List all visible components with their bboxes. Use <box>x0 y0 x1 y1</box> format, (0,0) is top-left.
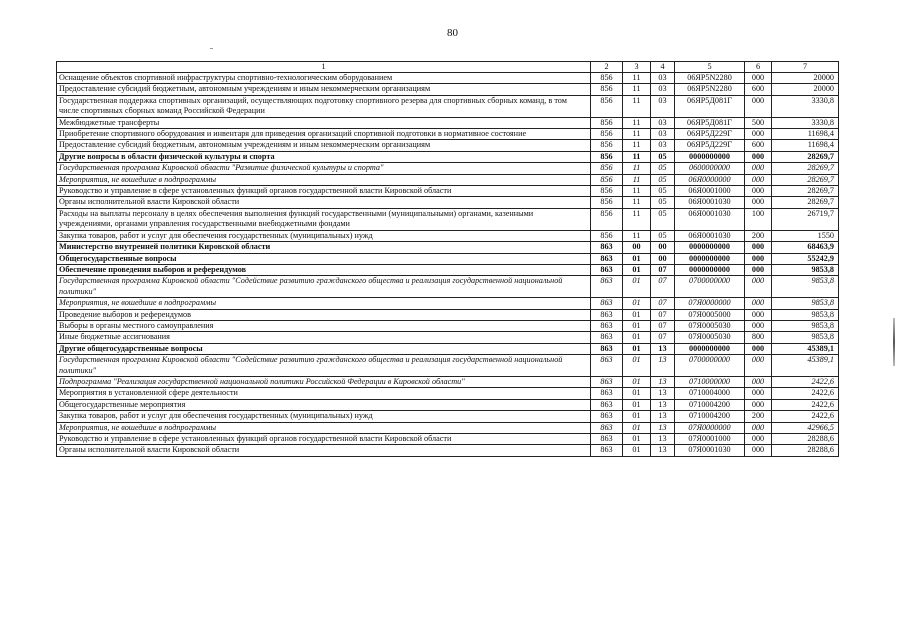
section-code-cell: 01 <box>623 343 651 354</box>
target-article-code-cell: 0000000000 <box>675 253 745 264</box>
table-row <box>57 151 839 162</box>
section-code-cell: 01 <box>623 253 651 264</box>
amount-cell: 2422,6 <box>772 399 839 410</box>
table-row <box>57 140 839 151</box>
ministry-code-cell: 863 <box>591 445 623 456</box>
column-header: 6 <box>745 62 772 73</box>
amount-cell: 28269,7 <box>772 197 839 208</box>
ministry-code-cell: 863 <box>591 388 623 399</box>
ministry-code-cell: 856 <box>591 95 623 117</box>
subsection-code-cell: 07 <box>651 309 675 320</box>
row-name-cell: Расходы на выплаты персоналу в целях обеспечения выполнения функций государственными (муниципальными) органами, казенными учреждениями, органами управления государственными внебюджетными фондами <box>57 208 591 230</box>
expense-type-code-cell: 000 <box>745 186 772 197</box>
subsection-code-cell: 03 <box>651 129 675 140</box>
table-row <box>57 129 839 140</box>
amount-cell: 20000 <box>772 84 839 95</box>
subsection-code-cell: 13 <box>651 399 675 410</box>
section-code-cell: 01 <box>623 376 651 387</box>
table-row <box>57 95 839 117</box>
ministry-code-cell: 863 <box>591 332 623 343</box>
row-name-cell: Мероприятия, не вошедшие в подпрограммы <box>57 422 591 433</box>
expense-type-code-cell: 000 <box>745 129 772 140</box>
subsection-code-cell: 03 <box>651 117 675 128</box>
target-article-code-cell: 07Я0001000 <box>675 434 745 445</box>
expense-type-code-cell: 000 <box>745 163 772 174</box>
amount-cell: 11698,4 <box>772 140 839 151</box>
amount-cell: 45389,1 <box>772 355 839 377</box>
row-name-cell: Государственная программа Кировской области "Содействие развитию гражданского общества и реализация государственной национальной политики" <box>57 276 591 298</box>
expense-type-code-cell: 000 <box>745 151 772 162</box>
amount-cell: 28288,6 <box>772 434 839 445</box>
section-code-cell: 01 <box>623 422 651 433</box>
section-code-cell: 11 <box>623 117 651 128</box>
page-number: 80 <box>447 27 458 39</box>
target-article-code-cell: 0700000000 <box>675 355 745 377</box>
ministry-code-cell: 856 <box>591 208 623 230</box>
section-code-cell: 01 <box>623 399 651 410</box>
ministry-code-cell: 856 <box>591 129 623 140</box>
table-row <box>57 73 839 84</box>
table-row <box>57 320 839 331</box>
subsection-code-cell: 13 <box>651 445 675 456</box>
row-name-cell: Выборы в органы местного самоуправления <box>57 320 591 331</box>
amount-cell: 9853,8 <box>772 276 839 298</box>
subsection-code-cell: 03 <box>651 95 675 117</box>
table-row <box>57 242 839 253</box>
subsection-code-cell: 03 <box>651 140 675 151</box>
subsection-code-cell: 00 <box>651 253 675 264</box>
amount-cell: 2422,6 <box>772 411 839 422</box>
scan-artifact <box>210 48 213 49</box>
row-name-cell: Мероприятия, не вошедшие в подпрограммы <box>57 298 591 309</box>
column-header: 4 <box>651 62 675 73</box>
amount-cell: 11698,4 <box>772 129 839 140</box>
section-code-cell: 11 <box>623 95 651 117</box>
table-row <box>57 186 839 197</box>
row-name-cell: Подпрограмма "Реализация государственной национальной политики Российской Федерации в Кировской области" <box>57 376 591 387</box>
amount-cell: 2422,6 <box>772 388 839 399</box>
row-name-cell: Государственная поддержка спортивных организаций, осуществляющих подготовку спортивного резерва для спортивных сборных команд, в том числе спортивных сборных команд Российской Федерации <box>57 95 591 117</box>
section-code-cell: 01 <box>623 355 651 377</box>
row-name-cell: Иные бюджетные ассигнования <box>57 332 591 343</box>
expense-type-code-cell: 000 <box>745 253 772 264</box>
expense-type-code-cell: 000 <box>745 264 772 275</box>
target-article-code-cell: 0000000000 <box>675 264 745 275</box>
amount-cell: 28288,6 <box>772 445 839 456</box>
table-row <box>57 208 839 230</box>
section-code-cell: 01 <box>623 434 651 445</box>
ministry-code-cell: 863 <box>591 422 623 433</box>
subsection-code-cell: 00 <box>651 242 675 253</box>
table-row <box>57 309 839 320</box>
subsection-code-cell: 03 <box>651 73 675 84</box>
row-name-cell: Общегосударственные мероприятия <box>57 399 591 410</box>
section-code-cell: 11 <box>623 163 651 174</box>
section-code-cell: 01 <box>623 264 651 275</box>
amount-cell: 2422,6 <box>772 376 839 387</box>
row-name-cell: Предоставление субсидий бюджетным, автономным учреждениям и иным некоммерческим организациям <box>57 140 591 151</box>
table-row <box>57 230 839 241</box>
subsection-code-cell: 03 <box>651 84 675 95</box>
table-row <box>57 355 839 377</box>
table-row <box>57 422 839 433</box>
subsection-code-cell: 05 <box>651 163 675 174</box>
table-row <box>57 445 839 456</box>
table-row <box>57 197 839 208</box>
ministry-code-cell: 863 <box>591 242 623 253</box>
ministry-code-cell: 863 <box>591 320 623 331</box>
table-row <box>57 174 839 185</box>
section-code-cell: 01 <box>623 332 651 343</box>
expense-type-code-cell: 600 <box>745 140 772 151</box>
expense-type-code-cell: 000 <box>745 343 772 354</box>
ministry-code-cell: 856 <box>591 151 623 162</box>
row-name-cell: Мероприятия в установленной сфере деятельности <box>57 388 591 399</box>
ministry-code-cell: 863 <box>591 298 623 309</box>
row-name-cell: Мероприятия, не вошедшие в подпрограммы <box>57 174 591 185</box>
target-article-code-cell: 07Я0005030 <box>675 320 745 331</box>
target-article-code-cell: 0710000000 <box>675 376 745 387</box>
expense-type-code-cell: 000 <box>745 388 772 399</box>
row-name-cell: Проведение выборов и референдумов <box>57 309 591 320</box>
subsection-code-cell: 07 <box>651 276 675 298</box>
row-name-cell: Обеспечение проведения выборов и референдумов <box>57 264 591 275</box>
row-name-cell: Государственная программа Кировской области "Содействие развитию гражданского общества и реализация государственной национальной политики" <box>57 355 591 377</box>
target-article-code-cell: 07Я0000000 <box>675 422 745 433</box>
target-article-code-cell: 06Я0001030 <box>675 197 745 208</box>
column-header: 3 <box>623 62 651 73</box>
table-row <box>57 276 839 298</box>
subsection-code-cell: 05 <box>651 208 675 230</box>
amount-cell: 9853,8 <box>772 264 839 275</box>
subsection-code-cell: 05 <box>651 186 675 197</box>
row-name-cell: Государственная программа Кировской области "Развитие физической культуры и спорта" <box>57 163 591 174</box>
table-row <box>57 399 839 410</box>
ministry-code-cell: 856 <box>591 186 623 197</box>
amount-cell: 9853,8 <box>772 332 839 343</box>
row-name-cell: Органы исполнительной власти Кировской области <box>57 445 591 456</box>
scan-artifact <box>893 318 895 366</box>
table-body <box>57 73 839 457</box>
row-name-cell: Предоставление субсидий бюджетным, автономным учреждениям и иным некоммерческим организациям <box>57 84 591 95</box>
amount-cell: 9853,8 <box>772 298 839 309</box>
target-article-code-cell: 07Я0000000 <box>675 298 745 309</box>
row-name-cell: Другие вопросы в области физической культуры и спорта <box>57 151 591 162</box>
section-code-cell: 11 <box>623 174 651 185</box>
ministry-code-cell: 863 <box>591 434 623 445</box>
amount-cell: 28269,7 <box>772 151 839 162</box>
amount-cell: 45389,1 <box>772 343 839 354</box>
ministry-code-cell: 856 <box>591 174 623 185</box>
row-name-cell: Министерство внутренней политики Кировской области <box>57 242 591 253</box>
expense-type-code-cell: 000 <box>745 309 772 320</box>
target-article-code-cell: 0700000000 <box>675 276 745 298</box>
row-name-cell: Руководство и управление в сфере установленных функций органов государственной власти Кировской области <box>57 434 591 445</box>
subsection-code-cell: 13 <box>651 355 675 377</box>
row-name-cell: Приобретение спортивного оборудования и инвентаря для приведения организаций спортивной подготовки в нормативное состояние <box>57 129 591 140</box>
target-article-code-cell: 06ЯР5Д229Г <box>675 140 745 151</box>
expense-type-code-cell: 000 <box>745 399 772 410</box>
row-name-cell: Руководство и управление в сфере установленных функций органов государственной власти Кировской области <box>57 186 591 197</box>
table-row <box>57 411 839 422</box>
amount-cell: 28269,7 <box>772 163 839 174</box>
expense-type-code-cell: 000 <box>745 376 772 387</box>
ministry-code-cell: 856 <box>591 140 623 151</box>
row-name-cell: Общегосударственные вопросы <box>57 253 591 264</box>
table-header <box>57 62 839 73</box>
table-row <box>57 117 839 128</box>
section-code-cell: 01 <box>623 298 651 309</box>
table-row <box>57 84 839 95</box>
target-article-code-cell: 0000000000 <box>675 343 745 354</box>
expense-type-code-cell: 000 <box>745 174 772 185</box>
target-article-code-cell: 0000000000 <box>675 151 745 162</box>
expense-type-code-cell: 000 <box>745 422 772 433</box>
column-header: 2 <box>591 62 623 73</box>
section-code-cell: 11 <box>623 197 651 208</box>
subsection-code-cell: 07 <box>651 264 675 275</box>
expense-type-code-cell: 100 <box>745 208 772 230</box>
header-row <box>57 62 839 73</box>
row-name-cell: Оснащение объектов спортивной инфраструктуры спортивно-технологическим оборудованием <box>57 73 591 84</box>
budget-table <box>56 61 839 457</box>
target-article-code-cell: 0710004200 <box>675 399 745 410</box>
subsection-code-cell: 13 <box>651 422 675 433</box>
section-code-cell: 01 <box>623 445 651 456</box>
section-code-cell: 01 <box>623 411 651 422</box>
amount-cell: 9853,8 <box>772 309 839 320</box>
expense-type-code-cell: 800 <box>745 332 772 343</box>
target-article-code-cell: 06Я0000000 <box>675 174 745 185</box>
subsection-code-cell: 05 <box>651 197 675 208</box>
expense-type-code-cell: 000 <box>745 73 772 84</box>
ministry-code-cell: 863 <box>591 355 623 377</box>
target-article-code-cell: 06ЯР5N2280 <box>675 73 745 84</box>
expense-type-code-cell: 000 <box>745 242 772 253</box>
ministry-code-cell: 856 <box>591 73 623 84</box>
target-article-code-cell: 07Я0005030 <box>675 332 745 343</box>
ministry-code-cell: 856 <box>591 230 623 241</box>
amount-cell: 42966,5 <box>772 422 839 433</box>
section-code-cell: 11 <box>623 230 651 241</box>
table-row <box>57 163 839 174</box>
ministry-code-cell: 863 <box>591 309 623 320</box>
ministry-code-cell: 863 <box>591 411 623 422</box>
target-article-code-cell: 07Я0001030 <box>675 445 745 456</box>
section-code-cell: 11 <box>623 129 651 140</box>
section-code-cell: 01 <box>623 309 651 320</box>
section-code-cell: 11 <box>623 73 651 84</box>
table-row <box>57 343 839 354</box>
target-article-code-cell: 0000000000 <box>675 242 745 253</box>
expense-type-code-cell: 000 <box>745 320 772 331</box>
target-article-code-cell: 0600000000 <box>675 163 745 174</box>
target-article-code-cell: 06ЯР5Д081Г <box>675 117 745 128</box>
column-header: 5 <box>675 62 745 73</box>
ministry-code-cell: 863 <box>591 276 623 298</box>
expense-type-code-cell: 000 <box>745 197 772 208</box>
section-code-cell: 00 <box>623 242 651 253</box>
row-name-cell: Другие общегосударственные вопросы <box>57 343 591 354</box>
target-article-code-cell: 06Я0001030 <box>675 208 745 230</box>
subsection-code-cell: 07 <box>651 332 675 343</box>
subsection-code-cell: 13 <box>651 411 675 422</box>
amount-cell: 3330,8 <box>772 117 839 128</box>
amount-cell: 68463,9 <box>772 242 839 253</box>
target-article-code-cell: 0710004000 <box>675 388 745 399</box>
subsection-code-cell: 05 <box>651 151 675 162</box>
target-article-code-cell: 06Я0001030 <box>675 230 745 241</box>
table-row <box>57 376 839 387</box>
section-code-cell: 11 <box>623 186 651 197</box>
target-article-code-cell: 0710004200 <box>675 411 745 422</box>
target-article-code-cell: 06ЯР5Д081Г <box>675 95 745 117</box>
amount-cell: 1550 <box>772 230 839 241</box>
ministry-code-cell: 856 <box>591 117 623 128</box>
table-row <box>57 264 839 275</box>
target-article-code-cell: 07Я0005000 <box>675 309 745 320</box>
ministry-code-cell: 863 <box>591 264 623 275</box>
expense-type-code-cell: 000 <box>745 445 772 456</box>
subsection-code-cell: 13 <box>651 376 675 387</box>
section-code-cell: 11 <box>623 208 651 230</box>
ministry-code-cell: 856 <box>591 163 623 174</box>
table-row <box>57 388 839 399</box>
section-code-cell: 11 <box>623 140 651 151</box>
amount-cell: 26719,7 <box>772 208 839 230</box>
amount-cell: 55242,9 <box>772 253 839 264</box>
ministry-code-cell: 863 <box>591 399 623 410</box>
table-row <box>57 298 839 309</box>
amount-cell: 20000 <box>772 73 839 84</box>
target-article-code-cell: 06ЯР5N2280 <box>675 84 745 95</box>
expense-type-code-cell: 000 <box>745 355 772 377</box>
amount-cell: 3330,8 <box>772 95 839 117</box>
expense-type-code-cell: 000 <box>745 95 772 117</box>
section-code-cell: 11 <box>623 151 651 162</box>
section-code-cell: 01 <box>623 276 651 298</box>
row-name-cell: Закупка товаров, работ и услуг для обеспечения государственных (муниципальных) нужд <box>57 411 591 422</box>
ministry-code-cell: 856 <box>591 197 623 208</box>
table-row <box>57 434 839 445</box>
ministry-code-cell: 856 <box>591 84 623 95</box>
ministry-code-cell: 863 <box>591 343 623 354</box>
expense-type-code-cell: 500 <box>745 117 772 128</box>
ministry-code-cell: 863 <box>591 376 623 387</box>
table-row <box>57 332 839 343</box>
amount-cell: 28269,7 <box>772 174 839 185</box>
row-name-cell: Межбюджетные трансферты <box>57 117 591 128</box>
row-name-cell: Органы исполнительной власти Кировской области <box>57 197 591 208</box>
subsection-code-cell: 13 <box>651 434 675 445</box>
amount-cell: 9853,8 <box>772 320 839 331</box>
target-article-code-cell: 06ЯР5Д229Г <box>675 129 745 140</box>
expense-type-code-cell: 200 <box>745 230 772 241</box>
subsection-code-cell: 13 <box>651 388 675 399</box>
column-header: 7 <box>772 62 839 73</box>
section-code-cell: 01 <box>623 388 651 399</box>
subsection-code-cell: 07 <box>651 298 675 309</box>
expense-type-code-cell: 600 <box>745 84 772 95</box>
amount-cell: 28269,7 <box>772 186 839 197</box>
section-code-cell: 11 <box>623 84 651 95</box>
subsection-code-cell: 13 <box>651 343 675 354</box>
expense-type-code-cell: 200 <box>745 411 772 422</box>
subsection-code-cell: 07 <box>651 320 675 331</box>
subsection-code-cell: 05 <box>651 230 675 241</box>
target-article-code-cell: 06Я0001000 <box>675 186 745 197</box>
expense-type-code-cell: 000 <box>745 276 772 298</box>
subsection-code-cell: 05 <box>651 174 675 185</box>
ministry-code-cell: 863 <box>591 253 623 264</box>
section-code-cell: 01 <box>623 320 651 331</box>
table-row <box>57 253 839 264</box>
expense-type-code-cell: 000 <box>745 434 772 445</box>
column-header: 1 <box>57 62 591 73</box>
row-name-cell: Закупка товаров, работ и услуг для обеспечения государственных (муниципальных) нужд <box>57 230 591 241</box>
expense-type-code-cell: 000 <box>745 298 772 309</box>
